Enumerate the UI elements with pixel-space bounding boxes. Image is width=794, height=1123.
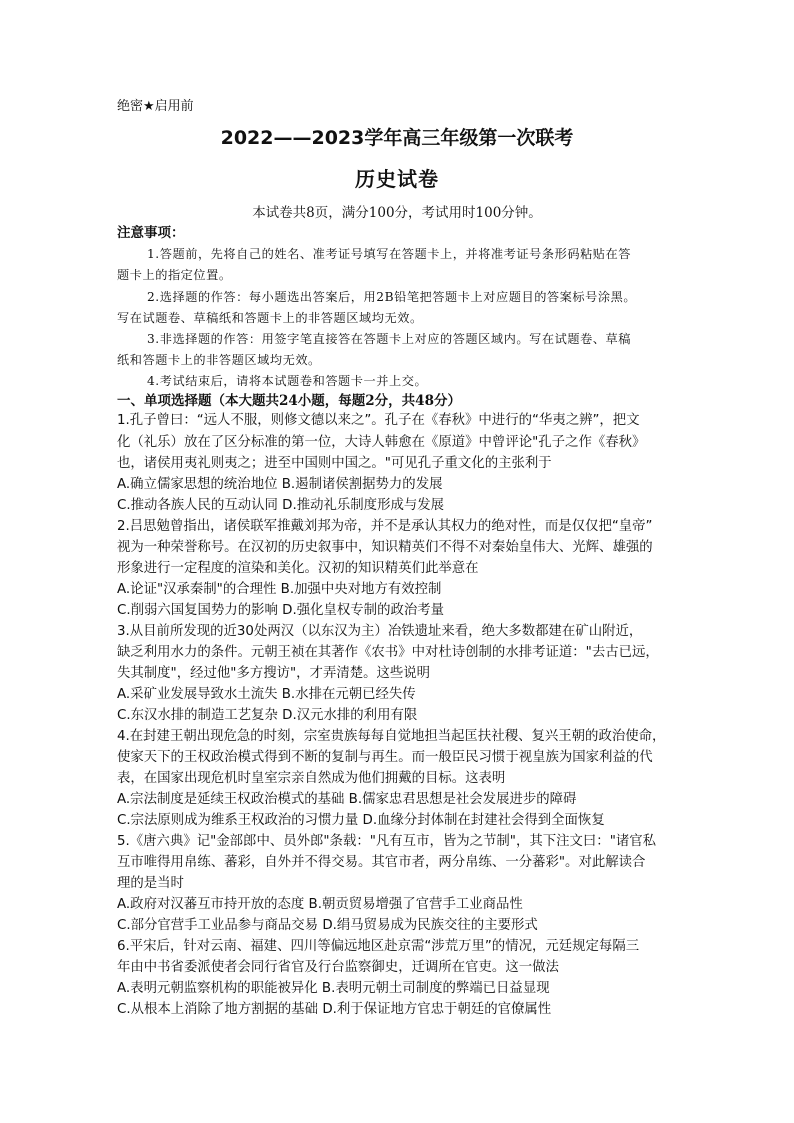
question-1-line: 也，诸侯用夷礼则夷之；进至中国则中国之。"可见孔子重文化的主张利于 bbox=[117, 456, 552, 471]
question-5-line: 5.《唐六典》记"金部郎中、员外郎"条载："凡有互市，皆为之节制"，其下注文曰："诸官私 bbox=[117, 834, 657, 849]
subject-title: 历史试卷 bbox=[355, 167, 439, 191]
question-5-options: C.部分官营手工业品参与商品交易 D.绢马贸易成为民族交往的主要形式 bbox=[117, 918, 538, 933]
note-line: 题卡上的指定位置。 bbox=[117, 268, 232, 282]
exam-title: 2022——2023学年高三年级第一次联考 bbox=[220, 127, 574, 149]
question-3-line: 缺乏利用水力的条件。元朝王祯在其著作《农书》中对杜诗创制的水排考证道："去古已远， bbox=[117, 645, 659, 660]
question-3-line: 3.从目前所发现的近30处两汉（以东汉为主）冶铁遗址来看，绝大多数都建在矿山附近， bbox=[117, 624, 643, 639]
question-6-line: 年由中书省委派使者会同行省官及行台监察御史，迁调所在官吏。这一做法 bbox=[117, 960, 559, 975]
exam-info: 本试卷共8页，满分100分，考试用时100分钟。 bbox=[252, 205, 542, 221]
question-1-options: A.确立儒家思想的统治地位 B.遏制诸侯割据势力的发展 bbox=[117, 477, 443, 492]
question-2-options: C.削弱六国复国势力的影响 D.强化皇权专制的政治考量 bbox=[117, 603, 445, 618]
question-2-options: A.论证"汉承秦制"的合理性 B.加强中央对地方有效控制 bbox=[117, 582, 442, 597]
question-3-options: C.东汉水排的制造工艺复杂 D.汉元水排的利用有限 bbox=[117, 708, 418, 723]
question-6-line: 6.平宋后，针对云南、福建、四川等偏远地区赴京需“涉荒万里”的情况，元廷规定每隔三 bbox=[117, 939, 640, 954]
question-4-options: A.宗法制度是延续王权政治模式的基础 B.儒家忠君思想是社会发展进步的障碍 bbox=[117, 792, 577, 807]
notes-heading: 注意事项： bbox=[117, 225, 185, 241]
question-2-line: 2.吕思勉曾指出，诸侯联军推戴刘邦为帝，并不是承认其权力的绝对性，而是仅仅把“皇帝” bbox=[117, 519, 653, 534]
confidential-label: 绝密★启用前 bbox=[117, 99, 194, 114]
question-5-line: 互市唯得用帛练、蕃彩，自外并不得交易。其官市者，两分帛练、一分蕃彩"。对此解读合 bbox=[117, 855, 646, 870]
note-line: 1.答题前，先将自己的姓名、准考证号填写在答题卡上，并将准考证号条形码粘贴在答 bbox=[147, 247, 632, 261]
question-3-options: A.采矿业发展导致水土流失 B.水排在元朝已经失传 bbox=[117, 687, 416, 702]
note-line: 4.考试结束后，请将本试题卷和答题卡一并上交。 bbox=[147, 374, 428, 388]
question-4-line: 4.在封建王朝出现危急的时刻，宗室贵族每每自觉地担当起匡扶社稷、复兴王朝的政治使命， bbox=[117, 729, 666, 744]
question-5-options: A.政府对汉蕃互市持开放的态度 B.朝贡贸易增强了官营手工业商品性 bbox=[117, 897, 523, 912]
question-6-options: A.表明元朝监察机构的职能被异化 B.表明元朝土司制度的弊端已日益显现 bbox=[117, 981, 550, 996]
question-6-options: C.从根本上消除了地方割据的基础 D.利于保证地方官忠于朝廷的官僚属性 bbox=[117, 1002, 552, 1017]
note-line: 3.非选择题的作答：用签字笔直接答在答题卡上对应的答题区域内。写在试题卷、草稿 bbox=[147, 332, 632, 346]
question-1-line: 化（礼乐）放在了区分标准的第一位，大诗人韩愈在《原道》中曾评论"孔子之作《春秋》 bbox=[117, 435, 646, 450]
question-1-line: 1.孔子曾曰：“远人不服，则修文德以来之”。孔子在《春秋》中进行的“华夷之辨”，把文 bbox=[117, 413, 640, 428]
note-line: 纸和答题卡上的非答题区域均无效。 bbox=[117, 353, 321, 367]
question-1-options: C.推动各族人民的互动认同 D.推动礼乐制度形成与发展 bbox=[117, 498, 445, 513]
question-4-line: 使家天下的王权政治模式得到不断的复制与再生。而一般臣民习惯于视皇族为国家利益的代 bbox=[117, 750, 653, 765]
question-5-line: 理的是当时 bbox=[117, 876, 184, 891]
note-line: 2.选择题的作答：每小题选出答案后，用2B铅笔把答题卡上对应题目的答案标号涂黑。 bbox=[147, 290, 637, 304]
question-3-line: 失其制度"，经过他"多方搜访"，才弄清楚。这些说明 bbox=[117, 666, 431, 681]
question-4-options: C.宗法原则成为维系王权政治的习惯力量 D.血缘分封体制在封建社会得到全面恢复 bbox=[117, 813, 605, 828]
section-heading: 一、单项选择题（本大题共24小题，每题2分，共48分） bbox=[117, 393, 461, 409]
question-2-line: 形象进行一定程度的渲染和美化。汉初的知识精英们此举意在 bbox=[117, 561, 479, 576]
question-2-line: 视为一种荣誉称号。在汉初的历史叙事中，知识精英们不得不对秦始皇伟大、光辉、雄强的 bbox=[117, 540, 653, 555]
note-line: 写在试题卷、草稿纸和答题卡上的非答题区域均无效。 bbox=[117, 311, 423, 325]
question-4-line: 表，在国家出现危机时皇室宗亲自然成为他们拥戴的目标。这表明 bbox=[117, 771, 506, 786]
